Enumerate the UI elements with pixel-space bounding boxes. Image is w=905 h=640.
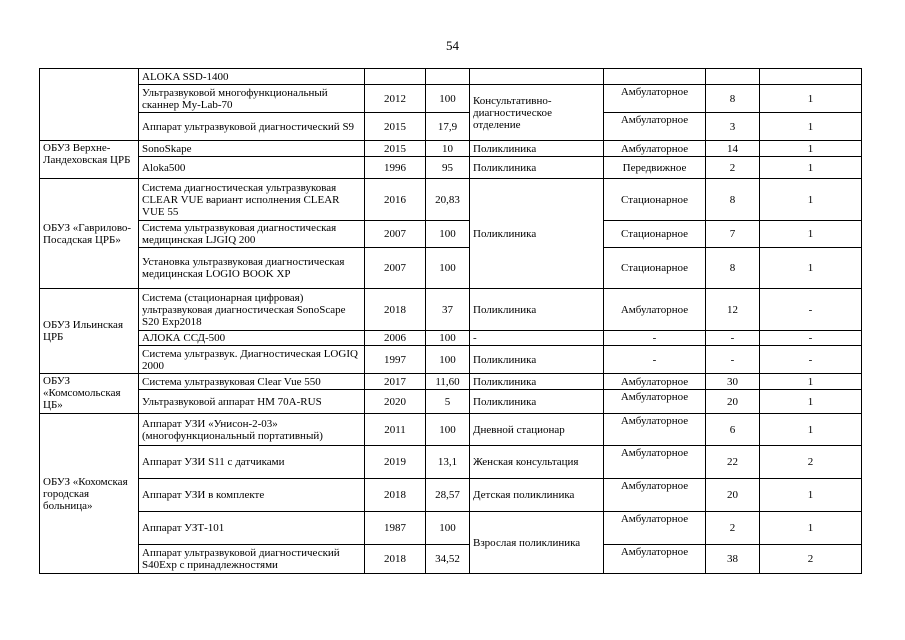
year-cell: 1997 <box>365 346 426 374</box>
staff-cell: 2 <box>760 545 862 574</box>
year-cell: 2018 <box>365 479 426 512</box>
year-cell: 2012 <box>365 85 426 113</box>
wear-cell: 5 <box>426 390 470 414</box>
type-cell: Амбулаторное <box>604 545 706 574</box>
staff-cell: 2 <box>760 446 862 479</box>
count-cell: 2 <box>706 157 760 179</box>
table-row <box>40 221 862 248</box>
device-cell: Система ультразвуковая Clear Vue 550 <box>139 374 365 390</box>
count-cell <box>706 69 760 85</box>
device-cell: Ультразвуковой многофункциональный сканнер My-Lab-70 <box>139 85 365 113</box>
device-cell: SonoSkape <box>139 141 365 157</box>
device-cell: ALOKA SSD-1400 <box>139 69 365 85</box>
dept-cell: - <box>470 331 604 346</box>
device-cell: Система диагностическая ультразвуковая CLEAR VUE вариант исполнения CLEAR VUE 55 <box>139 179 365 221</box>
year-cell: 2018 <box>365 545 426 574</box>
staff-cell: 1 <box>760 85 862 113</box>
wear-cell: 100 <box>426 346 470 374</box>
org-cell: ОБУЗ Верхне-Ландеховская ЦРБ <box>40 141 139 179</box>
type-cell: Стационарное <box>604 179 706 221</box>
device-cell: АЛОКА ССД-500 <box>139 331 365 346</box>
device-cell: Ультразвуковой аппарат HM 70A-RUS <box>139 390 365 414</box>
table-row <box>40 512 862 545</box>
device-cell: Система ультразвуковая диагностическая медицинская LJGIQ 200 <box>139 221 365 248</box>
table-row <box>40 331 862 346</box>
type-cell: - <box>604 331 706 346</box>
dept-cell: Детская поликлиника <box>470 479 604 512</box>
wear-cell: 34,52 <box>426 545 470 574</box>
table-row <box>40 390 862 414</box>
dept-cell <box>470 69 604 85</box>
table-row <box>40 446 862 479</box>
count-cell: 22 <box>706 446 760 479</box>
type-cell: Амбулаторное <box>604 479 706 512</box>
dept-cell: Поликлиника <box>470 390 604 414</box>
year-cell: 2016 <box>365 179 426 221</box>
year-cell: 2020 <box>365 390 426 414</box>
wear-cell <box>426 69 470 85</box>
wear-cell: 20,83 <box>426 179 470 221</box>
count-cell: 8 <box>706 179 760 221</box>
count-cell: 20 <box>706 390 760 414</box>
type-cell: Амбулаторное <box>604 141 706 157</box>
device-cell: Система (стационарная цифровая) ультразвуковая диагностическая SonoScape S20 Exp2018 <box>139 289 365 331</box>
year-cell: 2018 <box>365 289 426 331</box>
dept-cell: Поликлиника <box>470 179 604 289</box>
type-cell: Амбулаторное <box>604 512 706 545</box>
type-cell: - <box>604 346 706 374</box>
wear-cell: 100 <box>426 512 470 545</box>
staff-cell: - <box>760 331 862 346</box>
org-cell <box>40 69 139 141</box>
count-cell: 20 <box>706 479 760 512</box>
table-row <box>40 346 862 374</box>
table-row <box>40 545 862 574</box>
table-row <box>40 289 862 331</box>
wear-cell: 13,1 <box>426 446 470 479</box>
year-cell: 2006 <box>365 331 426 346</box>
staff-cell: 1 <box>760 221 862 248</box>
device-cell: Аппарат УЗИ «Унисон-2-03» (многофункциональный портативный) <box>139 414 365 446</box>
table-row <box>40 248 862 289</box>
count-cell: 7 <box>706 221 760 248</box>
staff-cell: 1 <box>760 414 862 446</box>
page-number: 54 <box>446 38 459 53</box>
staff-cell: 1 <box>760 512 862 545</box>
count-cell: 12 <box>706 289 760 331</box>
dept-cell: Поликлиника <box>470 141 604 157</box>
wear-cell: 100 <box>426 248 470 289</box>
type-cell: Передвижное <box>604 157 706 179</box>
year-cell: 2015 <box>365 113 426 141</box>
count-cell: 38 <box>706 545 760 574</box>
year-cell: 2019 <box>365 446 426 479</box>
device-cell: Аппарат ультразвуковой диагностический S9 <box>139 113 365 141</box>
staff-cell: 1 <box>760 113 862 141</box>
type-cell: Амбулаторное <box>604 414 706 446</box>
staff-cell: 1 <box>760 248 862 289</box>
type-cell <box>604 69 706 85</box>
wear-cell: 100 <box>426 221 470 248</box>
table-row <box>40 179 862 221</box>
wear-cell: 17,9 <box>426 113 470 141</box>
wear-cell: 100 <box>426 414 470 446</box>
device-cell: Аппарат УЗИ в комплекте <box>139 479 365 512</box>
wear-cell: 28,57 <box>426 479 470 512</box>
table-row <box>40 113 862 141</box>
dept-cell: Поликлиника <box>470 157 604 179</box>
count-cell: 14 <box>706 141 760 157</box>
wear-cell: 10 <box>426 141 470 157</box>
staff-cell: - <box>760 346 862 374</box>
wear-cell: 37 <box>426 289 470 331</box>
table-row <box>40 479 862 512</box>
wear-cell: 100 <box>426 331 470 346</box>
device-cell: Аппарат ультразвуковой диагностический S40Exp с принадлежностями <box>139 545 365 574</box>
dept-cell: Поликлиника <box>470 346 604 374</box>
wear-cell: 95 <box>426 157 470 179</box>
dept-cell: Женская консультация <box>470 446 604 479</box>
staff-cell: - <box>760 289 862 331</box>
staff-cell <box>760 69 862 85</box>
type-cell: Стационарное <box>604 248 706 289</box>
count-cell: 3 <box>706 113 760 141</box>
type-cell: Амбулаторное <box>604 390 706 414</box>
count-cell: - <box>706 346 760 374</box>
dept-cell: Взрослая поликлиника <box>470 512 604 574</box>
device-cell: Установка ультразвуковая диагностическая медицинская LOGIO BOOK XP <box>139 248 365 289</box>
wear-cell: 11,60 <box>426 374 470 390</box>
count-cell: 2 <box>706 512 760 545</box>
staff-cell: 1 <box>760 179 862 221</box>
device-cell: Аппарат УЗТ-101 <box>139 512 365 545</box>
year-cell: 2017 <box>365 374 426 390</box>
device-cell: Система ультразвук. Диагностическая LOGIQ 2000 <box>139 346 365 374</box>
table-row <box>40 85 862 113</box>
year-cell: 2007 <box>365 221 426 248</box>
year-cell: 1987 <box>365 512 426 545</box>
equipment-table <box>39 68 862 574</box>
org-cell: ОБУЗ «Гаврилово-Посадская ЦРБ» <box>40 179 139 289</box>
type-cell: Амбулаторное <box>604 374 706 390</box>
year-cell: 1996 <box>365 157 426 179</box>
table-row <box>40 157 862 179</box>
dept-cell: Дневной стационар <box>470 414 604 446</box>
year-cell: 2011 <box>365 414 426 446</box>
table-row <box>40 69 862 85</box>
org-cell: ОБУЗ «Кохомская городская больница» <box>40 414 139 574</box>
year-cell: 2007 <box>365 248 426 289</box>
device-cell: Аппарат УЗИ S11 с датчиками <box>139 446 365 479</box>
year-cell: 2015 <box>365 141 426 157</box>
table-row <box>40 374 862 390</box>
year-cell <box>365 69 426 85</box>
table-row <box>40 414 862 446</box>
type-cell: Стационарное <box>604 221 706 248</box>
staff-cell: 1 <box>760 479 862 512</box>
count-cell: 8 <box>706 85 760 113</box>
dept-cell: Поликлиника <box>470 374 604 390</box>
wear-cell: 100 <box>426 85 470 113</box>
type-cell: Амбулаторное <box>604 289 706 331</box>
count-cell: 6 <box>706 414 760 446</box>
staff-cell: 1 <box>760 374 862 390</box>
count-cell: - <box>706 331 760 346</box>
count-cell: 8 <box>706 248 760 289</box>
table-row <box>40 141 862 157</box>
type-cell: Амбулаторное <box>604 446 706 479</box>
type-cell: Амбулаторное <box>604 85 706 113</box>
count-cell: 30 <box>706 374 760 390</box>
dept-cell: Поликлиника <box>470 289 604 331</box>
org-cell: ОБУЗ «Комсомольская ЦБ» <box>40 374 139 414</box>
org-cell: ОБУЗ Ильинская ЦРБ <box>40 289 139 374</box>
staff-cell: 1 <box>760 390 862 414</box>
device-cell: Aloka500 <box>139 157 365 179</box>
staff-cell: 1 <box>760 157 862 179</box>
dept-cell: Консультативно-диагностическое отделение <box>470 85 604 141</box>
type-cell: Амбулаторное <box>604 113 706 141</box>
staff-cell: 1 <box>760 141 862 157</box>
